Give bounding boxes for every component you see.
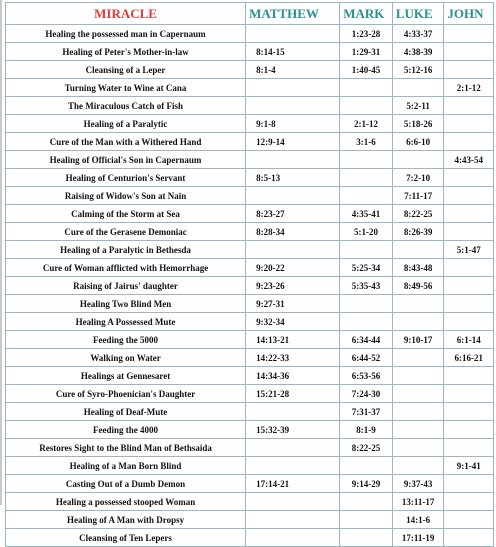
john-ref-cell (444, 403, 494, 421)
table-row (6, 439, 494, 457)
luke-ref-cell: 14:1-6 (392, 511, 444, 529)
mark-ref-cell: 8:1-9 (340, 421, 393, 439)
miracle-name-cell: Healing Two Blind Men (6, 295, 246, 313)
matthew-ref-cell (246, 457, 340, 475)
john-ref-cell (444, 385, 494, 403)
john-ref-cell (444, 43, 494, 61)
john-ref-cell (444, 223, 494, 241)
matthew-ref-cell: 9:32-34 (246, 313, 340, 331)
table-row (6, 25, 494, 43)
john-ref-cell (444, 475, 494, 493)
miracle-name-cell: Healing of Deaf-Mute (6, 403, 246, 421)
header-matthew: MATTHEW (246, 3, 340, 25)
john-ref-cell (444, 367, 494, 385)
miracle-name-cell: Casting Out of a Dumb Demon (6, 475, 246, 493)
luke-ref-cell (392, 313, 444, 331)
mark-ref-cell: 5:35-43 (340, 277, 393, 295)
table-row (6, 259, 494, 277)
miracle-name-cell: Healing of A Man with Dropsy (6, 511, 246, 529)
john-ref-cell (444, 205, 494, 223)
john-ref-cell (444, 421, 494, 439)
matthew-ref-cell (246, 511, 340, 529)
matthew-ref-cell (246, 25, 340, 43)
john-ref-cell (444, 97, 494, 115)
mark-ref-cell: 2:1-12 (340, 115, 393, 133)
header-luke: LUKE (392, 3, 444, 25)
matthew-ref-cell (246, 493, 340, 511)
mark-ref-cell: 4:35-41 (340, 205, 393, 223)
matthew-ref-cell: 9:23-26 (246, 277, 340, 295)
miracle-name-cell: Cure of the Gerasene Demoniac (6, 223, 246, 241)
header-mark: MARK (340, 3, 393, 25)
table-row (6, 277, 494, 295)
matthew-ref-cell (246, 241, 340, 259)
table-row (6, 97, 494, 115)
miracle-name-cell: Healing of Peter's Mother-in-law (6, 43, 246, 61)
table-row (6, 403, 494, 421)
matthew-ref-cell: 14:13-21 (246, 331, 340, 349)
mark-ref-cell (340, 529, 393, 547)
table-row (6, 331, 494, 349)
mark-ref-cell (340, 493, 393, 511)
mark-ref-cell (340, 151, 393, 169)
luke-ref-cell: 5:18-26 (392, 115, 444, 133)
table-row (6, 151, 494, 169)
matthew-ref-cell: 14:22-33 (246, 349, 340, 367)
luke-ref-cell (392, 295, 444, 313)
mark-ref-cell (340, 511, 393, 529)
john-ref-cell (444, 295, 494, 313)
matthew-ref-cell: 9:1-8 (246, 115, 340, 133)
mark-ref-cell (340, 295, 393, 313)
john-ref-cell (444, 493, 494, 511)
john-ref-cell (444, 313, 494, 331)
luke-ref-cell (392, 241, 444, 259)
matthew-ref-cell: 8:28-34 (246, 223, 340, 241)
luke-ref-cell: 8:49-56 (392, 277, 444, 295)
miracle-name-cell: Cure of Woman afflicted with Hemorrhage (6, 259, 246, 277)
matthew-ref-cell: 14:34-36 (246, 367, 340, 385)
mark-ref-cell: 6:34-44 (340, 331, 393, 349)
luke-ref-cell: 4:33-37 (392, 25, 444, 43)
luke-ref-cell (392, 349, 444, 367)
luke-ref-cell: 5:12-16 (392, 61, 444, 79)
luke-ref-cell (392, 421, 444, 439)
luke-ref-cell (392, 385, 444, 403)
matthew-ref-cell: 8:5-13 (246, 169, 340, 187)
john-ref-cell (444, 277, 494, 295)
miracle-name-cell: Walking on Water (6, 349, 246, 367)
miracle-name-cell: Cleansing of Ten Lepers (6, 529, 246, 547)
miracle-name-cell: Healing of Centurion's Servant (6, 169, 246, 187)
table-row (6, 349, 494, 367)
mark-ref-cell (340, 187, 393, 205)
miracle-name-cell: Raising of Widow's Son at Nain (6, 187, 246, 205)
luke-ref-cell: 13:11-17 (392, 493, 444, 511)
table-row (6, 313, 494, 331)
table-row (6, 187, 494, 205)
matthew-ref-cell (246, 439, 340, 457)
matthew-ref-cell: 8:1-4 (246, 61, 340, 79)
luke-ref-cell (392, 367, 444, 385)
matthew-ref-cell (246, 529, 340, 547)
miracle-name-cell: Feeding the 5000 (6, 331, 246, 349)
mark-ref-cell (340, 241, 393, 259)
luke-ref-cell: 5:2-11 (392, 97, 444, 115)
table-row (6, 295, 494, 313)
john-ref-cell: 5:1-47 (444, 241, 494, 259)
table-row (6, 61, 494, 79)
john-ref-cell: 2:1-12 (444, 79, 494, 97)
luke-ref-cell: 8:43-48 (392, 259, 444, 277)
header-miracle: MIRACLE (6, 3, 246, 25)
mark-ref-cell (340, 169, 393, 187)
mark-ref-cell: 7:31-37 (340, 403, 393, 421)
matthew-ref-cell (246, 187, 340, 205)
table-row (6, 493, 494, 511)
luke-ref-cell: 6:6-10 (392, 133, 444, 151)
header-row (6, 3, 494, 25)
table-row (6, 421, 494, 439)
mark-ref-cell: 1:40-45 (340, 61, 393, 79)
miracle-name-cell: Healings at Gennesaret (6, 367, 246, 385)
mark-ref-cell: 1:23-28 (340, 25, 393, 43)
luke-ref-cell: 9:10-17 (392, 331, 444, 349)
luke-ref-cell (392, 151, 444, 169)
john-ref-cell (444, 25, 494, 43)
table-row (6, 529, 494, 547)
mark-ref-cell: 6:53-56 (340, 367, 393, 385)
luke-ref-cell (392, 457, 444, 475)
miracle-name-cell: Healing of a Man Born Blind (6, 457, 246, 475)
header-john: JOHN (444, 3, 494, 25)
miracle-name-cell: Healing of Official's Son in Capernaum (6, 151, 246, 169)
john-ref-cell: 6:16-21 (444, 349, 494, 367)
john-ref-cell (444, 169, 494, 187)
table-row (6, 223, 494, 241)
miracle-name-cell: Cure of the Man with a Withered Hand (6, 133, 246, 151)
matthew-ref-cell: 15:21-28 (246, 385, 340, 403)
luke-ref-cell: 8:26-39 (392, 223, 444, 241)
luke-ref-cell: 4:38-39 (392, 43, 444, 61)
matthew-ref-cell (246, 79, 340, 97)
miracle-name-cell: Healing the possessed man in Capernaum (6, 25, 246, 43)
mark-ref-cell: 8:22-25 (340, 439, 393, 457)
miracle-name-cell: Healing of a Paralytic in Bethesda (6, 241, 246, 259)
mark-ref-cell (340, 79, 393, 97)
miracle-name-cell: Calming of the Storm at Sea (6, 205, 246, 223)
luke-ref-cell (392, 403, 444, 421)
table-row (6, 115, 494, 133)
john-ref-cell: 4:43-54 (444, 151, 494, 169)
miracle-name-cell: Cleansing of a Leper (6, 61, 246, 79)
john-ref-cell (444, 115, 494, 133)
luke-ref-cell: 7:2-10 (392, 169, 444, 187)
mark-ref-cell: 6:44-52 (340, 349, 393, 367)
matthew-ref-cell (246, 403, 340, 421)
john-ref-cell (444, 187, 494, 205)
miracle-name-cell: Healing a possessed stooped Woman (6, 493, 246, 511)
john-ref-cell (444, 133, 494, 151)
john-ref-cell: 6:1-14 (444, 331, 494, 349)
miracle-name-cell: Turning Water to Wine at Cana (6, 79, 246, 97)
miracle-name-cell: Feeding the 4000 (6, 421, 246, 439)
miracle-name-cell: Restores Sight to the Blind Man of Bethsaida (6, 439, 246, 457)
luke-ref-cell: 17:11-19 (392, 529, 444, 547)
table-row (6, 475, 494, 493)
luke-ref-cell (392, 79, 444, 97)
miracle-name-cell: The Miraculous Catch of Fish (6, 97, 246, 115)
matthew-ref-cell: 12:9-14 (246, 133, 340, 151)
table-row (6, 241, 494, 259)
matthew-ref-cell (246, 151, 340, 169)
table-row (6, 169, 494, 187)
matthew-ref-cell: 15:32-39 (246, 421, 340, 439)
table-row (6, 511, 494, 529)
mark-ref-cell: 9:14-29 (340, 475, 393, 493)
table-row (6, 133, 494, 151)
mark-ref-cell (340, 313, 393, 331)
table-row (6, 385, 494, 403)
matthew-ref-cell (246, 97, 340, 115)
matthew-ref-cell: 8:14-15 (246, 43, 340, 61)
mark-ref-cell: 5:25-34 (340, 259, 393, 277)
matthew-ref-cell: 17:14-21 (246, 475, 340, 493)
table-row (6, 79, 494, 97)
mark-ref-cell: 3:1-6 (340, 133, 393, 151)
mark-ref-cell (340, 97, 393, 115)
luke-ref-cell: 8:22-25 (392, 205, 444, 223)
john-ref-cell (444, 61, 494, 79)
john-ref-cell: 9:1-41 (444, 457, 494, 475)
table-row (6, 205, 494, 223)
mark-ref-cell: 5:1-20 (340, 223, 393, 241)
luke-ref-cell (392, 439, 444, 457)
mark-ref-cell: 1:29-31 (340, 43, 393, 61)
table-row (6, 43, 494, 61)
matthew-ref-cell: 9:20-22 (246, 259, 340, 277)
miracle-name-cell: Healing A Possessed Mute (6, 313, 246, 331)
miracles-table (5, 2, 494, 547)
matthew-ref-cell: 9:27-31 (246, 295, 340, 313)
miracle-name-cell: Healing of a Paralytic (6, 115, 246, 133)
luke-ref-cell: 9:37-43 (392, 475, 444, 493)
mark-ref-cell: 7:24-30 (340, 385, 393, 403)
matthew-ref-cell: 8:23-27 (246, 205, 340, 223)
miracle-name-cell: Raising of Jairus' daughter (6, 277, 246, 295)
mark-ref-cell (340, 457, 393, 475)
john-ref-cell (444, 511, 494, 529)
table-row (6, 457, 494, 475)
john-ref-cell (444, 439, 494, 457)
john-ref-cell (444, 529, 494, 547)
table-row (6, 367, 494, 385)
miracle-name-cell: Cure of Syro-Phoenician's Daughter (6, 385, 246, 403)
luke-ref-cell: 7:11-17 (392, 187, 444, 205)
john-ref-cell (444, 259, 494, 277)
